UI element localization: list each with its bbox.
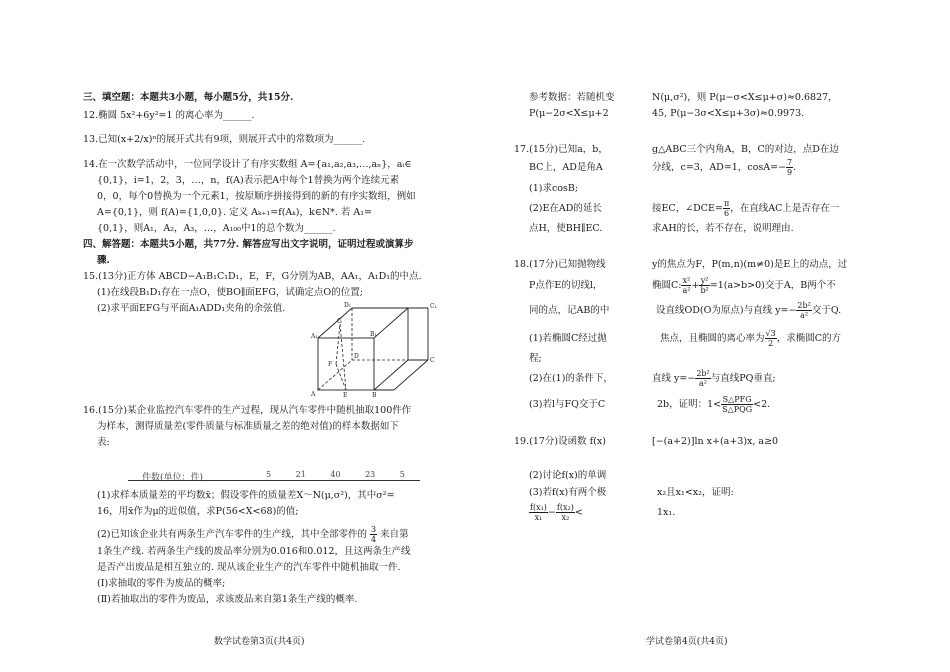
- fig-label-b: B: [372, 392, 377, 399]
- frac-num: 2b²: [696, 369, 710, 378]
- fig-label-d: D: [354, 353, 359, 360]
- question-18-part-1c: 程;: [529, 353, 542, 364]
- question-19-part-2-clipped: [478, 470, 950, 482]
- question-18-line-1b: y的焦点为F，P(m,n)(m≠0)是E上的动点，过: [652, 259, 848, 270]
- frac-den: 9: [787, 168, 793, 177]
- question-17-line-2b: [652, 158, 796, 177]
- question-12: 12.椭圆 5x²+6y²=1 的离心率为______.: [83, 110, 255, 121]
- frac-num: 2b²: [797, 301, 811, 310]
- ellipse-label: 椭圆C:: [652, 280, 682, 291]
- question-19-line-1a: 19.(17分)设函数 f(x): [514, 436, 606, 447]
- question-17-part-2b-tail: ，在直线AC上是否存在一: [730, 203, 840, 214]
- question-17-part-1: (1)求cosB;: [529, 183, 579, 194]
- fraction-sqrt3-2: [765, 329, 777, 348]
- question-18-part-2b-tail: 与直线PQ垂直;: [710, 373, 776, 384]
- reference-data-label: 参考数据：若随机变: [529, 92, 615, 103]
- frac-den: a²: [800, 311, 809, 320]
- question-13: 13.已知(x+2/x)ⁿ的展开式共有9项，则展开式中的常数项为______.: [83, 134, 366, 145]
- question-18-part-1b-tail: ，求椭圆C的方: [776, 333, 841, 344]
- left-page: [0, 0, 470, 672]
- question-19-inequality: [529, 503, 583, 527]
- question-16-part-2-cont-1: 1条生产线. 若两条生产线的废品率分别为0.016和0.012，且这两条生产线: [97, 546, 411, 557]
- frac-den: 4: [371, 535, 377, 544]
- fig-label-c: C: [430, 357, 435, 364]
- frac-num: π: [723, 199, 730, 208]
- question-17-line-1b: g△ABC三个内角A，B，C的对边，点D在边: [652, 144, 839, 155]
- fraction-area-ratio: [721, 395, 753, 414]
- question-14-line-2: {0,1}，i=1，2，3，…，n，f(A)表示把A中每个1替换为两个连续元素: [97, 175, 400, 186]
- reference-data-2b: 45, P(μ−3σ<X≤μ+3σ)≈0.9973.: [652, 108, 805, 119]
- frac-den: 6: [724, 209, 730, 218]
- reference-data-2a: P(μ−2σ<X≤μ+2: [529, 108, 609, 119]
- question-18-part-2a: (2)在(1)的条件下，: [529, 373, 613, 384]
- question-16-sub-ii: (Ⅱ)若抽取出的零件为废品，求该废品来自第1条生产线的概率.: [97, 594, 358, 605]
- plus-sign: +: [691, 280, 700, 291]
- question-16-part-2-tail: 来自第: [380, 529, 409, 540]
- question-18-line-1a: 18.(17分)已知抛物线: [514, 259, 606, 270]
- question-16-part-1-cont: 16，用x̄作为μ的近似值，求P(56<X<68)的值;: [97, 506, 299, 517]
- question-18-part-1a: (1)若椭圆C经过抛: [529, 333, 607, 344]
- fraction-three-quarters: [370, 525, 377, 544]
- table-header-count: 件数(单位：件): [142, 473, 204, 483]
- question-17-part-2c: 点H，使BH∥EC.: [529, 223, 603, 234]
- question-16-part-2: [97, 525, 409, 544]
- ineq-left: 1<: [707, 399, 722, 410]
- question-14-line-3: 0，0，每个0替换为一个元素1，按原顺序拼接得到的新的有序实数组，例如: [97, 191, 416, 202]
- question-16-part-2-cont-2: 是否产出废品是相互独立的. 现从该企业生产的汽车零件中随机抽取一件.: [97, 562, 401, 573]
- ineq-right: <2.: [753, 399, 771, 410]
- fraction-2b2-a2: [796, 301, 811, 320]
- fig-label-c1: C₁: [430, 303, 437, 310]
- fig-label-a1: A₁: [311, 333, 318, 340]
- fraction-2b2-a2-b: [695, 369, 710, 388]
- question-14-line-1: 14.在一次数学活动中，一位同学设计了有序实数组 A={a₁,a₂,a₃,…,aₙ}，aᵢ∈: [83, 159, 412, 170]
- question-15: 15.(13分)正方体 ABCD−A₁B₁C₁D₁，E，F，G分别为AB，AA₁，A₁D₁的中点.: [83, 271, 422, 282]
- frac-den: a²: [699, 379, 708, 388]
- fraction-fx1-x1: [529, 503, 548, 522]
- question-18-line-2a: P点作E的切线l，: [529, 280, 603, 291]
- fraction-y2-b2: [699, 276, 709, 295]
- frac-den: x₂: [561, 513, 570, 522]
- cube-figure: [310, 300, 452, 400]
- question-18-part-3a: (3)若l与FQ交于C: [529, 399, 606, 410]
- question-16-part-1: (1)求样本质量差的平均数x̄；假设零件的质量差X～N(μ,σ²)，其中σ²=: [97, 490, 395, 501]
- frac-den: S△PQG: [722, 405, 753, 414]
- fraction-fx2-x2: [556, 503, 575, 522]
- question-18-line-3b-tail: 交于Q.: [811, 305, 842, 316]
- table-counts: 5 21 40 23 5: [266, 470, 405, 479]
- question-17-part-2b: [652, 199, 839, 218]
- frac-num: f(x₂): [556, 503, 574, 512]
- frac-den: a²: [682, 286, 691, 295]
- right-page-footer: 学试卷第4页(共4页): [646, 637, 728, 647]
- frac-num: S△PFG: [722, 395, 752, 404]
- question-19-part-3b: x₂且x₁<x₂，证明:: [657, 487, 734, 498]
- frac-num: 7: [787, 158, 793, 167]
- question-19-clipped: [478, 436, 950, 447]
- fraction-x2-a2: [681, 276, 691, 295]
- question-17-line-2a: BC上，AD是角A: [529, 162, 603, 173]
- question-17-line-1a: 17.(15分)已知a，b，: [514, 144, 608, 155]
- question-16-line-3: 表:: [97, 437, 110, 448]
- question-18-part-2b: [652, 369, 776, 388]
- period: .: [793, 162, 797, 173]
- less-than-sign: <: [574, 507, 583, 518]
- question-18-line-3b-text: 设直线OD(O为原点)与直线 y=−: [656, 305, 797, 316]
- question-17-part-2a: (2)E在AD的延长: [529, 203, 602, 214]
- reference-data-1: N(μ,σ²)，则 P(μ−σ<X≤μ+σ)≈0.6827，: [652, 92, 838, 103]
- fig-label-a: A: [311, 391, 316, 398]
- fig-label-e: E: [343, 392, 348, 399]
- question-14-line-4: A={0,1}，则 f(A)={1,0,0}. 定义 Aₖ₊₁=f(Aₖ)，k∈N*. 若 A₁=: [97, 207, 373, 218]
- question-18-part-1b: [660, 329, 841, 348]
- question-18-line-3a: 同的点，记AB的中: [529, 305, 610, 316]
- section-four-heading: 四、解答题：本题共5小题，共77分. 解答应写出文字说明，证明过程或演算步: [83, 239, 414, 250]
- question-17-line-2b-text: 分线，c=3，AD=1，cosA=−: [652, 162, 787, 173]
- frac-num: √3: [765, 329, 776, 338]
- question-16-line-2: 为样本，测得质量差(零件质量与标准质量之差的绝对值)的样本数据如下: [97, 421, 399, 432]
- frac-den: x₁: [534, 513, 543, 522]
- question-18-part-3b: [657, 395, 770, 414]
- frac-den: b²: [700, 286, 709, 295]
- question-14-line-5: {0,1}，则A₁，A₂，A₃，…，A₁₀₀中1的总个数为______.: [97, 223, 336, 234]
- sample-table-strip: [128, 470, 420, 484]
- frac-num: 3: [371, 525, 377, 534]
- frac-num: f(x₁): [530, 503, 547, 512]
- question-19-part-3c: 1x₁.: [657, 507, 676, 518]
- question-16-sub-i: (Ⅰ)求抽取的零件为废品的概率;: [97, 578, 226, 589]
- left-page-footer: 数学试卷第3页(共4页): [214, 637, 305, 647]
- question-15-part-1: (1)在线段B₁D₁存在一点O，使BO∥面EFG，试确定点O的位置;: [97, 287, 363, 298]
- ellipse-tail: =1(a>b>0)交于A，B两个不: [709, 280, 836, 291]
- question-16-line-1: 16.(15分)某企业监控汽车零件的生产过程，现从汽车零件中随机抽取100件作: [83, 405, 412, 416]
- right-page: [478, 0, 950, 672]
- question-18-part-1b-text: 焦点，且椭圆的离心率为: [660, 333, 765, 344]
- fig-label-b1: B₁: [370, 331, 377, 338]
- question-17-part-2d: 求AH的长，若不存在，说明理由.: [652, 223, 794, 234]
- minus-sign: −: [547, 507, 556, 518]
- frac-den: 2: [768, 339, 774, 348]
- question-19-part-2: (2)讨论f(x)的单调: [529, 470, 607, 481]
- question-16-part-2-text: (2)已知该企业共有两条生产汽车零件的生产线，其中全部零件的: [97, 529, 367, 540]
- question-18-part-3b-text: 2b，证明：: [657, 399, 708, 410]
- section-four-heading-cont: 骤.: [97, 255, 110, 266]
- question-17-part-2b-text: 接EC，∠DCE=: [652, 203, 723, 214]
- question-15-part-2: (2)求平面EFG与平面A₁ADD₁夹角的余弦值.: [97, 303, 286, 314]
- question-19-line-1b: [−(a+2)]ln x+(a+3)x, a≥0: [652, 436, 779, 447]
- question-19-part-3a: (3)若f(x)有两个极: [529, 487, 607, 498]
- section-three-heading: 三、填空题：本题共3小题，每小题5分，共15分.: [83, 92, 294, 103]
- fig-label-g: G: [337, 318, 342, 325]
- frac-num: y²: [700, 276, 709, 285]
- question-18-part-2b-text: 直线 y=−: [652, 373, 696, 384]
- question-18-line-3b: [656, 301, 841, 320]
- frac-num: x²: [682, 276, 691, 285]
- fig-label-f: F: [328, 361, 333, 368]
- fig-label-d1: D₁: [344, 302, 352, 309]
- question-18-line-2b: [652, 276, 836, 295]
